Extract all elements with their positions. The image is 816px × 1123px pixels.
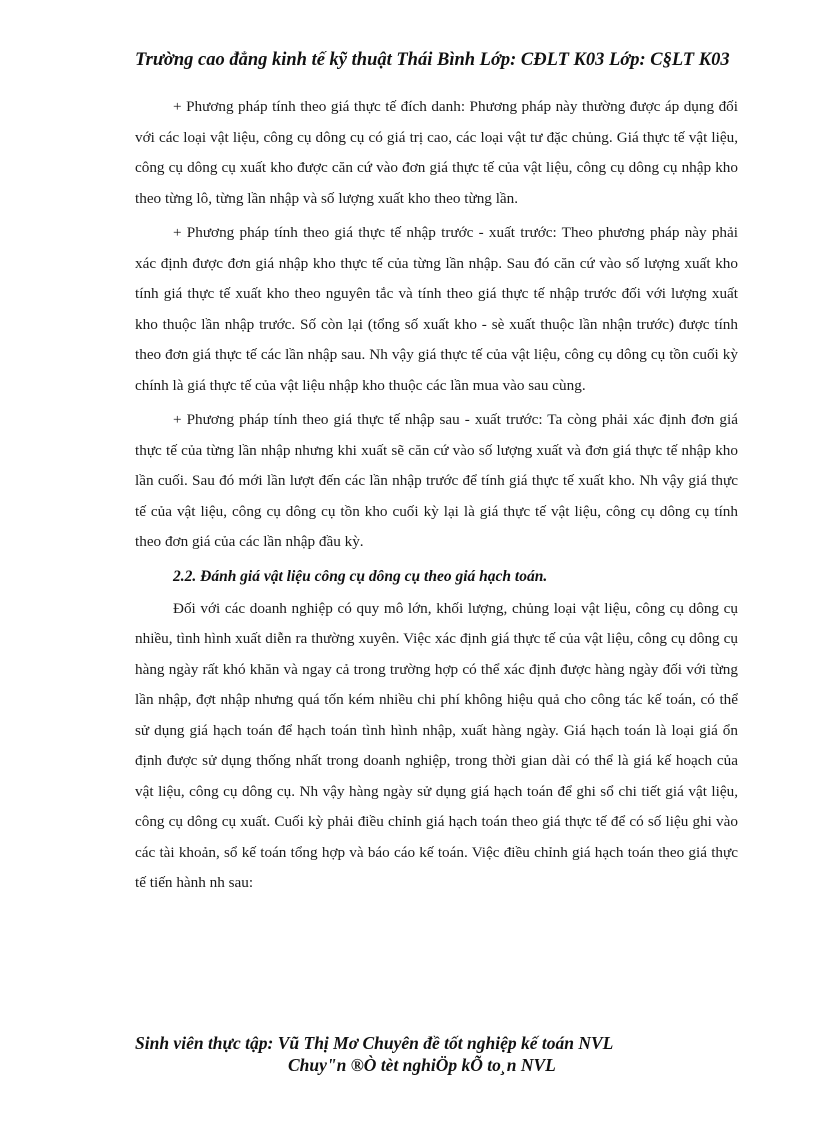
paragraph-accounting-price: Đối với các doanh nghiệp có quy mô lớn, khối lượng, chủng loại vật liệu, công cụ dông cụ nhiều, tình hình xuất diễn ra thường xuyên. Việc xác định giá thực tế của vật liệu, công cụ dông cụ hàng ngày rất khó khăn và ngay cả trong trường hợp có thể xác định được hàng ngày đối với từng lần nhập, đợt nhập nhưng quá tốn kém nhiều chi phí không hiệu quả cho công tác kế toán, có thể sử dụng giá hạch toán để hạch toán tình hình nhập, xuất hàng ngày. Giá hạch toán là loại giá ổn định được sử dụng thống nhất trong doanh nghiệp, trong thời gian dài có thể là giá kế hoạch của vật liệu, công cụ dông cụ. Nh vậy hàng ngày sử dụng giá hạch toán để ghi sổ chi tiết giá vật liệu, công cụ dông cụ xuất. Cuối kỳ phải điều chỉnh giá hạch toán theo giá thực tế để có số liệu ghi vào các tài khoản, sổ kế toán tổng hợp và báo cáo kế toán. Việc điều chỉnh giá hạch toán theo giá thực tế tiến hành nh sau: xyxy=(135,599,738,891)
page-header: Trường cao đẳng kinh tế kỹ thuật Thái Bình Lớp: CĐLT K03 Lớp: C§LT K03 xyxy=(135,50,730,70)
paragraph-specific-identification: + Phương pháp tính theo giá thực tế đích danh: Phương pháp này thường được áp dụng đối với các loại vật liệu, công cụ dông cụ có giá trị cao, các loại vật tư đặc chủng. Giá thực tế vật liệu, công cụ dông cụ xuất kho được căn cứ vào đơn giá thực tế của vật liệu, công cụ dông cụ nhập kho theo từng lô, từng lần nhập và số lượng xuất kho theo từng lần. xyxy=(135,98,738,207)
footer-thesis-line: Chuy"n ®Ò tèt nghiÖp kÕ to¸n NVL xyxy=(288,1055,556,1075)
footer-student-line: Sinh viên thực tập: Vũ Thị Mơ Chuyên đề tốt nghiệp kế toán NVL xyxy=(135,1033,614,1053)
paragraph-lifo: + Phương pháp tính theo giá thực tế nhập sau - xuất trước: Ta còng phải xác định đơn giá thực tế của từng lần nhập nhưng khi xuất sẽ căn cứ vào số lượng xuất và đơn giá thực tế nhập kho lần cuối. Sau đó mới lần lượt đến các lần nhập trước để tính giá thực tế xuất kho. Nh vậy giá thực tế của vật liệu, công cụ dông cụ tồn kho cuối kỳ lại là giá thực tế vật liệu, công cụ dông cụ tính theo đơn giá của các lần nhập đầu kỳ. xyxy=(135,411,738,550)
document-body xyxy=(135,92,738,903)
paragraph-fifo: + Phương pháp tính theo giá thực tế nhập trước - xuất trước: Theo phương pháp này phải xác định được đơn giá nhập kho thực tế của từng lần nhập. Sau đó căn cứ vào số lượng xuất kho tính giá thực tế xuất kho theo nguyên tắc và tính theo giá thực tế nhập trước đối với lượng xuất kho thuộc lần nhập trước. Số còn lại (tổng số xuất kho - sè xuất thuộc lần nhận trước) được tính theo đơn giá thực tế các lần nhập sau. Nh vậy giá thực tế của vật liệu, công cụ dông cụ tồn cuối kỳ chính là giá thực tế của vật liệu nhập kho thuộc các lần mua vào sau cùng. xyxy=(135,224,738,394)
section-heading: 2.2. Đánh giá vật liệu công cụ dông cụ theo giá hạch toán. xyxy=(173,567,548,585)
